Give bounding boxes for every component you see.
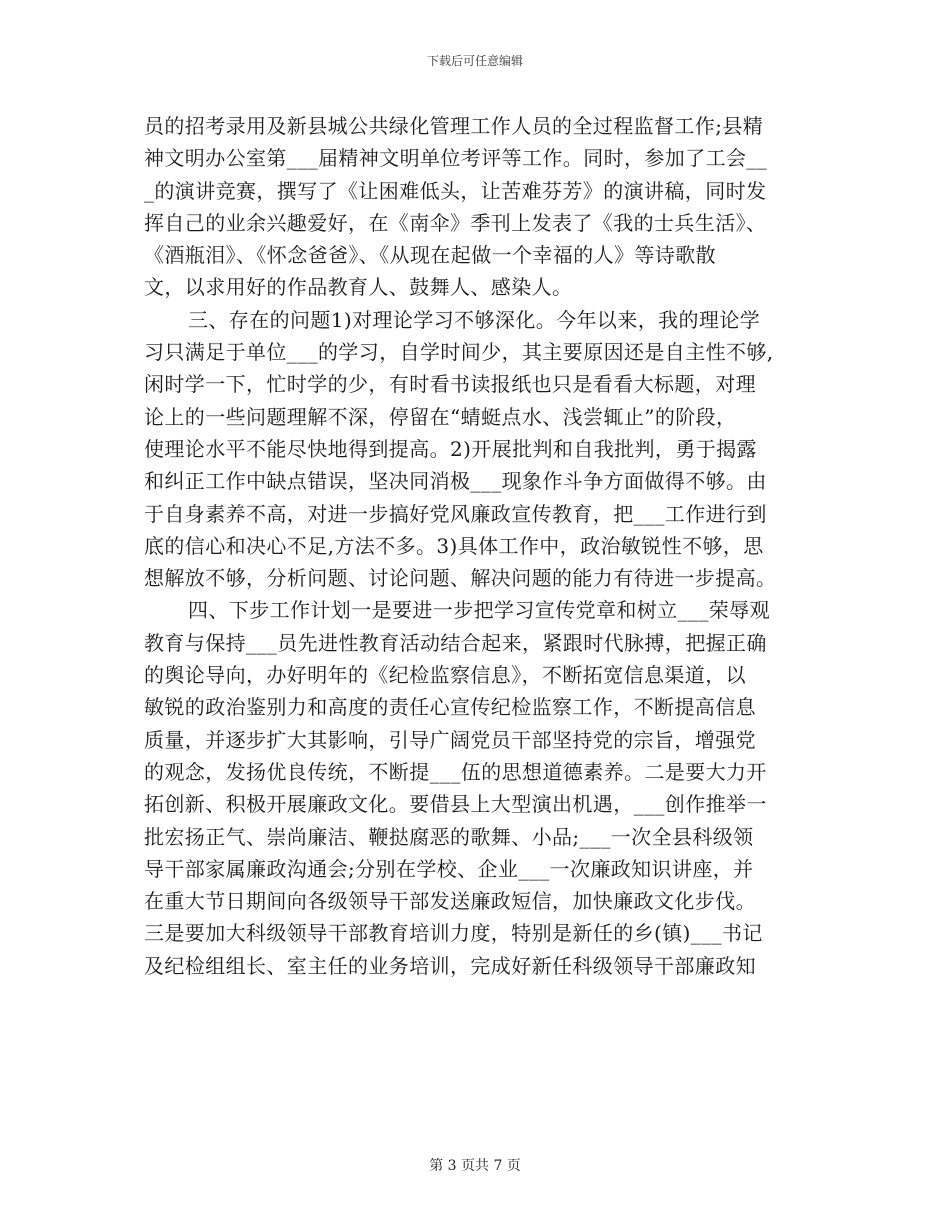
body-text [144, 110, 814, 982]
text-line: 三是要加大科级领导干部教育培训力度，特别是新任的乡(镇)___书记 [144, 921, 763, 946]
text-line: _的演讲竞赛，撰写了《让困难低头，让苦难芬芳》的演讲稿，同时发 [144, 178, 767, 203]
text-line: 和纠正工作中缺点错误，坚决同消极___现象作斗争方面做得不够。由 [144, 469, 767, 494]
text-line: 在重大节日期间向各级领导干部发送廉政短信，加快廉政文化步伐。 [144, 889, 756, 914]
text-line: 教育与保持___员先进性教育活动结合起来，紧跟时代脉搏，把握正确 [144, 630, 767, 655]
text-line: 挥自己的业余兴趣爱好，在《南伞》季刊上发表了《我的士兵生活》、 [144, 210, 767, 235]
text-line: 批宏扬正气、崇尚廉洁、鞭挞腐恶的歌舞、小品;___一次全县科级领 [144, 824, 754, 849]
text-line: 于自身素养不高，对进一步搞好党风廉政宣传教育，把___工作进行到 [144, 501, 767, 526]
text-line: 文，以求用好的作品教育人、鼓舞人、感染人。 [144, 275, 573, 300]
text-line: 习只满足于单位___的学习，自学时间少，其主要原因还是自主性不够, [144, 340, 774, 365]
text-line: 闲时学一下，忙时学的少，有时看书读报纸也只是看看大标题，对理 [144, 372, 756, 397]
paragraph-start-line: 三、存在的问题1)对理论学习不够深化。今年以来，我的理论学 [188, 307, 761, 332]
text-line: 神文明办公室第___届精神文明单位考评等工作。同时，参加了工会__ [144, 146, 768, 171]
text-line: 拓创新、积极开展廉政文化。要借县上大型演出机遇，___创作推举一 [144, 792, 767, 817]
paragraph-start-line: 四、下步工作计划一是要进一步把学习宣传党章和树立___荣辱观 [188, 598, 770, 623]
text-line: 质量，并逐步扩大其影响，引导广阔党员干部坚持党的宗旨，增强党 [144, 727, 756, 752]
text-line: 员的招考录用及新县城公共绿化管理工作人员的全过程监督工作;县精 [144, 114, 764, 138]
text-line: 底的信心和决心不足,方法不多。3)具体工作中，政治敏锐性不够，思 [144, 533, 764, 558]
text-line: 使理论水平不能尽快地得到提高。2)开展批判和自我批判，勇于揭露 [144, 436, 757, 461]
text-line: 想解放不够，分析问题、讨论问题、解决问题的能力有待进一步提高。 [144, 566, 777, 591]
page-header: 下载后可任意编辑 [426, 54, 523, 68]
text-line: 敏锐的政治鉴别力和高度的责任心宣传纪检监察工作，不断提高信息 [144, 695, 756, 720]
text-line: 及纪检组组长、室主任的业务培训，完成好新任科级领导干部廉政知 [144, 953, 756, 978]
text-line: 导干部家属廉政沟通会;分别在学校、企业___一次廉政知识讲座，并 [144, 856, 754, 881]
text-line: 论上的一些问题理解不深，停留在“蜻蜓点水、浅尝辄止”的阶段， [144, 404, 737, 429]
page-footer: 第 3 页共 7 页 [429, 1158, 521, 1174]
text-line: 的舆论导向，办好明年的《纪检监察信息》，不断拓宽信息渠道，以 [144, 663, 746, 688]
text-line: 《酒瓶泪》、《怀念爸爸》、《从现在起做一个幸福的人》等诗歌散 [144, 243, 716, 268]
text-line: 的观念，发扬优良传统，不断提___伍的思想道德素养。二是要大力开 [144, 759, 767, 784]
